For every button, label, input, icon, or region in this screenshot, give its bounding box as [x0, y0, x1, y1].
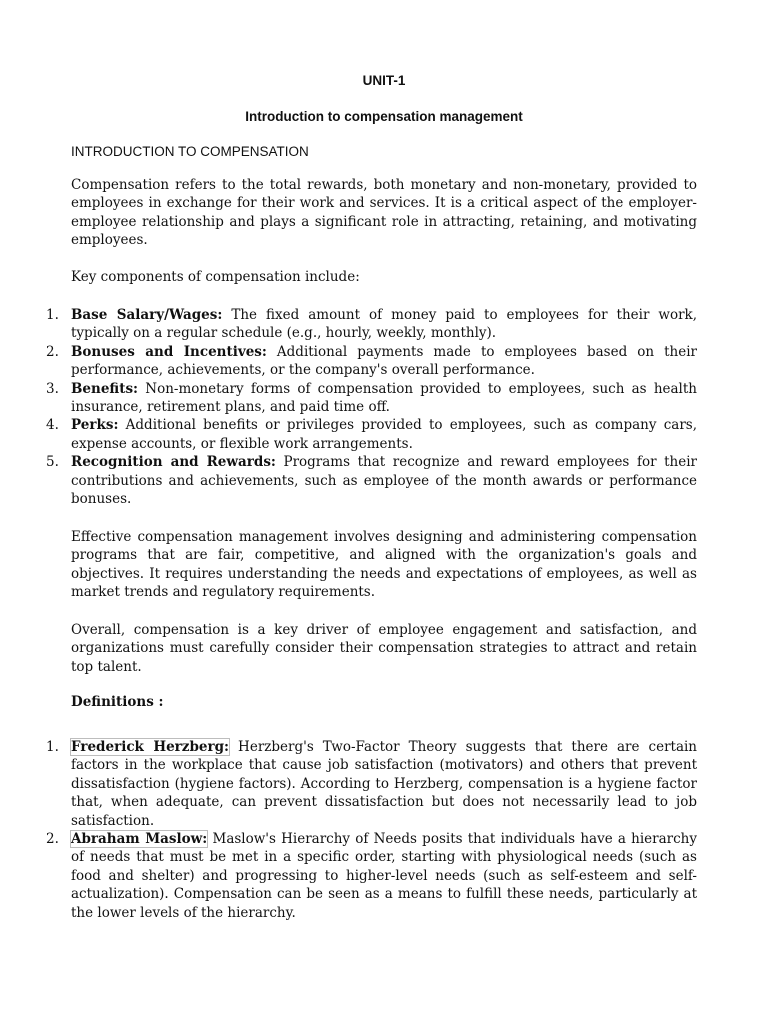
list-number: 2.	[46, 831, 59, 848]
effective-text: Effective compensation management involves designing and administering compensation programs that are fair, competitive, and aligned with the organization's goals and objectives. It requires understanding the needs and expectations of employees, as well as market trends and regulatory requirements.	[71, 529, 697, 601]
definitions-heading: Definitions :	[71, 694, 164, 710]
term-description: Maslow's Hierarchy of Needs posits that individuals have a hierarchy of needs that must be met in a specific order, starting with physiological needs (such as food and shelter) and progressing to higher-level needs (such as self-esteem and self-actualization). Compensation can be seen as a means to fulfill these needs, particularly at the lower levels of the hierarchy.	[71, 831, 697, 921]
list-item	[46, 453, 697, 508]
intro-paragraph	[71, 176, 697, 250]
term-label: Frederick Herzberg:	[71, 739, 230, 755]
list-item	[46, 416, 697, 453]
effective-paragraph	[71, 528, 697, 602]
components-list	[46, 306, 698, 508]
list-number: 4.	[46, 417, 59, 434]
section-heading: INTRODUCTION TO COMPENSATION	[71, 144, 309, 159]
list-number: 3.	[46, 380, 59, 397]
definitions-list	[46, 738, 698, 922]
unit-title: UNIT-1	[362, 73, 406, 88]
term-label: Recognition and Rewards:	[71, 454, 276, 471]
intro-text: Compensation refers to the total rewards, both monetary and non-monetary, provided to employees in exchange for their work and services. It is a critical aspect of the employer-employee relationship and plays a significant role in attracting, retaining, and motivating employees.	[71, 177, 697, 249]
list-item	[46, 830, 697, 922]
list-item	[46, 306, 697, 343]
term-label: Base Salary/Wages:	[71, 307, 223, 323]
term-description: Additional payments made to employees based on their performance, achievements, or the company's overall performance.	[71, 343, 698, 379]
overall-paragraph	[71, 621, 697, 676]
term-label: Abraham Maslow:	[71, 831, 208, 848]
list-number: 1.	[46, 307, 59, 323]
term-description: Programs that recognize and reward employees for their contributions and achievements, such as employee of the month awards or performance bonuses.	[71, 454, 697, 508]
term-description: Additional benefits or privileges provided to employees, such as company cars, expense accounts, or flexible work arrangements.	[71, 417, 697, 452]
term-label: Bonuses and Incentives:	[71, 343, 267, 360]
list-number: 1.	[46, 739, 59, 755]
term-description: The fixed amount of money paid to employees for their work, typically on a regular schedule (e.g., hourly, weekly, monthly).	[71, 307, 697, 342]
term-label: Benefits:	[71, 380, 139, 397]
document-subtitle: Introduction to compensation management	[245, 109, 523, 124]
term-description: Herzberg's Two-Factor Theory suggests that there are certain factors in the workplace that cause job satisfaction (motivators) and others that prevent dissatisfaction (hygiene factors). According to Herzberg, compensation is a hygiene factor that, when adequate, can prevent dissatisfaction but does not necessarily lead to job satisfaction.	[71, 739, 698, 829]
key-components-text: Key components of compensation include:	[71, 269, 360, 285]
list-number: 5.	[46, 454, 59, 471]
term-label: Perks:	[71, 417, 119, 434]
list-number: 2.	[46, 343, 59, 360]
list-item	[46, 380, 697, 417]
term-description: Non-monetary forms of compensation provided to employees, such as health insurance, retirement plans, and paid time off.	[71, 380, 697, 416]
overall-text: Overall, compensation is a key driver of employee engagement and satisfaction, and organizations must carefully consider their compensation strategies to attract and retain top talent.	[71, 622, 697, 675]
key-components-intro	[71, 268, 697, 286]
list-item	[46, 738, 698, 830]
list-item	[46, 343, 698, 380]
